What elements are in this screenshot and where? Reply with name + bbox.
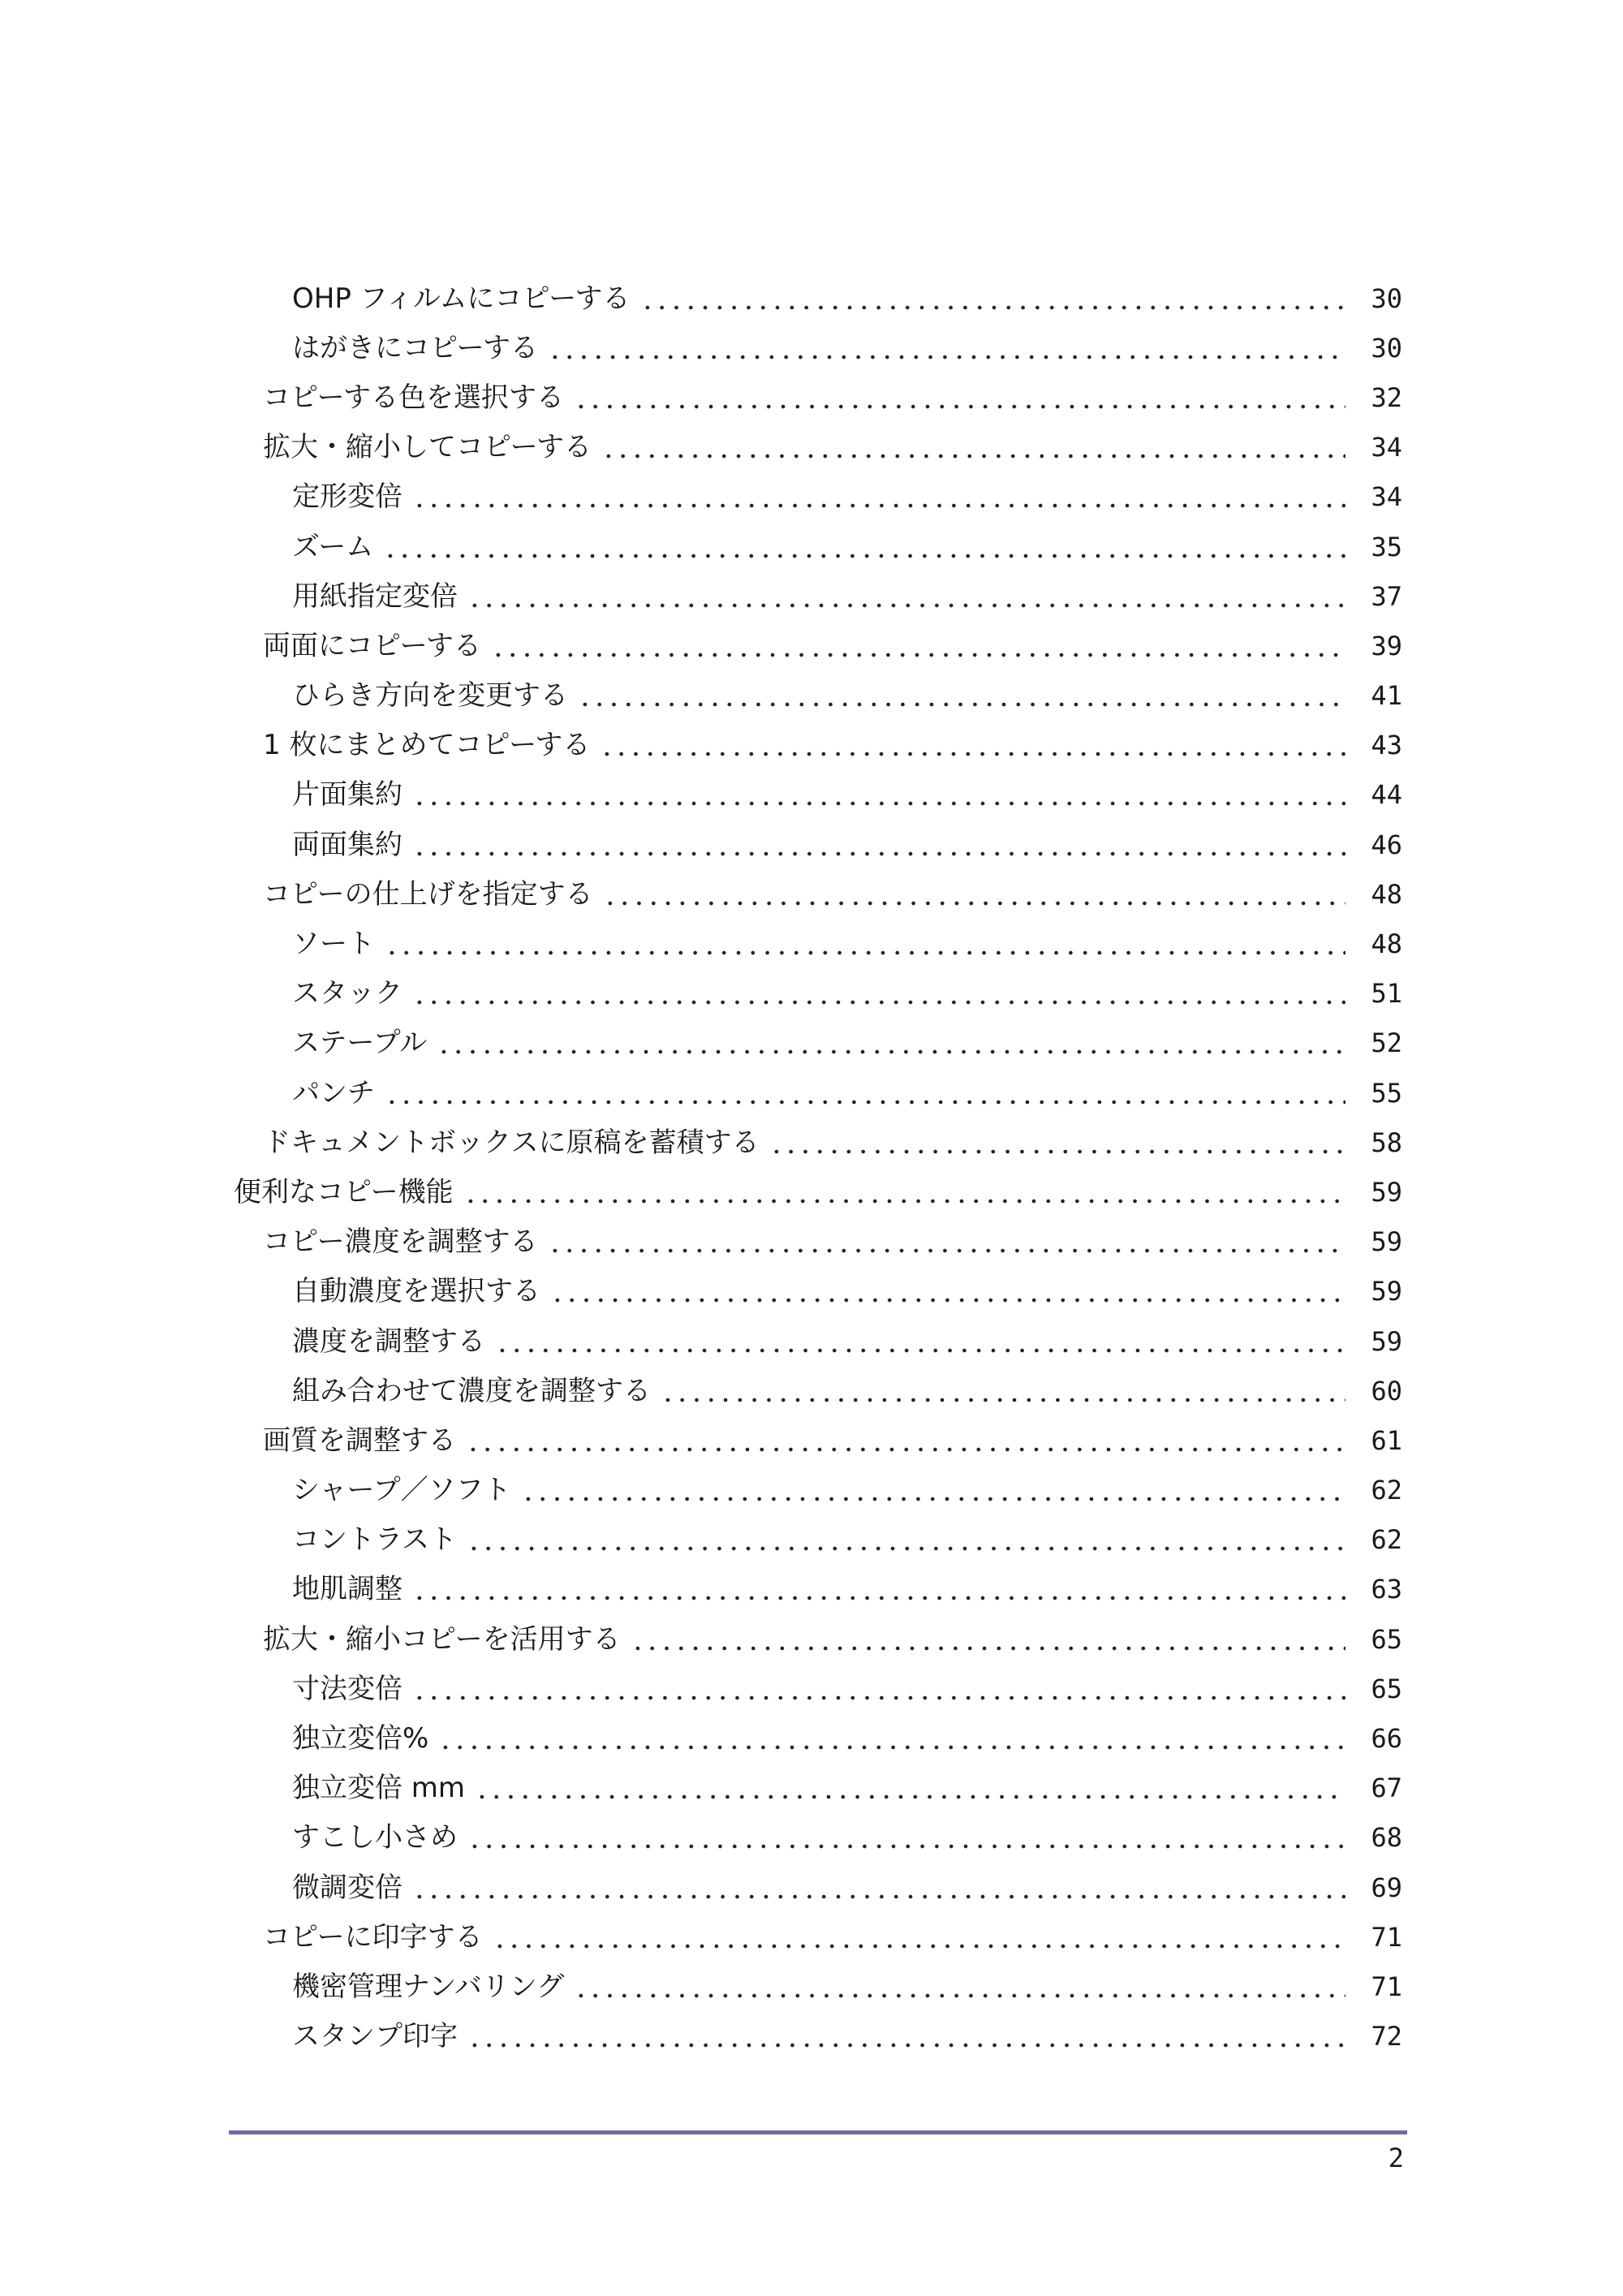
- toc-entry-page: 59: [1371, 1325, 1402, 1357]
- toc-entry-page: 51: [1371, 978, 1402, 1010]
- toc-entry-title: 拡大・縮小コピーを活用する: [263, 1626, 626, 1653]
- toc-dot-leader: [495, 1328, 1345, 1355]
- toc-dot-leader: [769, 1129, 1345, 1157]
- toc-entry-title: はがきにコピーする: [292, 334, 543, 362]
- toc-dot-leader: [521, 1476, 1345, 1504]
- toc-entry[interactable]: [0, 770, 1623, 820]
- toc-entry-title: 地肌調整: [292, 1575, 407, 1603]
- toc-entry-title: 片面集約: [292, 781, 407, 808]
- toc-entry[interactable]: [0, 1415, 1623, 1465]
- toc-entry-title: 1 枚にまとめてコピーする: [263, 731, 595, 759]
- toc-entry-page: 30: [1371, 332, 1402, 364]
- toc-dot-leader: [600, 731, 1345, 759]
- toc-entry[interactable]: [0, 1019, 1623, 1068]
- toc-entry-title: 便利なコピー機能: [234, 1178, 458, 1206]
- toc-dot-leader: [548, 1228, 1345, 1256]
- toc-dot-leader: [385, 1079, 1345, 1107]
- toc-dot-leader: [578, 682, 1345, 709]
- toc-entry-page: 65: [1371, 1623, 1402, 1655]
- toc-entry[interactable]: [0, 423, 1623, 472]
- toc-entry-title: 拡大・縮小してコピーする: [263, 433, 596, 461]
- toc-entry-title: 組み合わせて濃度を調整する: [292, 1377, 656, 1405]
- toc-entry-page: 65: [1371, 1673, 1402, 1704]
- toc-entry[interactable]: [0, 1962, 1623, 2011]
- toc-entry-title: 独立変倍%: [292, 1725, 433, 1752]
- toc-dot-leader: [412, 831, 1345, 859]
- toc-dot-leader: [383, 533, 1345, 561]
- toc-entry[interactable]: [0, 1316, 1623, 1366]
- toc-entry-page: 71: [1371, 1971, 1402, 2002]
- toc-dot-leader: [467, 1526, 1345, 1553]
- toc-dot-leader: [467, 583, 1345, 610]
- toc-entry[interactable]: [0, 1912, 1623, 1962]
- toc-entry[interactable]: [0, 1167, 1623, 1217]
- toc-dot-leader: [412, 1874, 1345, 1902]
- toc-entry-title: コピーする色を選択する: [263, 384, 569, 411]
- toc-entry-title: コントラスト: [292, 1526, 462, 1553]
- toc-entry[interactable]: [0, 1118, 1623, 1167]
- toc-entry-page: 48: [1371, 878, 1402, 910]
- toc-entry-page: 66: [1371, 1723, 1402, 1755]
- toc-entry-page: 69: [1371, 1872, 1402, 1903]
- toc-entry-page: 67: [1371, 1773, 1402, 1804]
- toc-entry[interactable]: [0, 869, 1623, 919]
- toc-entry-title: ドキュメントボックスに原稿を蓄積する: [263, 1129, 764, 1157]
- toc-entry[interactable]: [0, 522, 1623, 571]
- toc-dot-leader: [438, 1725, 1345, 1752]
- toc-entry-page: 30: [1371, 282, 1402, 314]
- toc-dot-leader: [467, 1824, 1345, 1851]
- toc-entry[interactable]: [0, 274, 1623, 323]
- toc-entry-page: 60: [1371, 1375, 1402, 1406]
- toc-entry-page: 41: [1371, 680, 1402, 712]
- toc-dot-leader: [412, 1675, 1345, 1703]
- toc-entry[interactable]: [0, 919, 1623, 968]
- toc-entry-title: パンチ: [292, 1079, 380, 1107]
- toc-entry[interactable]: [0, 820, 1623, 869]
- toc-entry[interactable]: [0, 2012, 1623, 2061]
- toc-entry[interactable]: [0, 1267, 1623, 1316]
- toc-entry[interactable]: [0, 1813, 1623, 1863]
- toc-entry[interactable]: [0, 1764, 1623, 1813]
- toc-entry-page: 71: [1371, 1921, 1402, 1953]
- toc-entry-title: 独立変倍 mm: [292, 1774, 470, 1802]
- toc-entry-page: 39: [1371, 630, 1402, 661]
- toc-dot-leader: [437, 1029, 1345, 1057]
- toc-entry-page: 62: [1371, 1475, 1402, 1506]
- toc-dot-leader: [574, 384, 1345, 411]
- toc-dot-leader: [463, 1178, 1345, 1206]
- toc-entry[interactable]: [0, 1614, 1623, 1664]
- toc-dot-leader: [574, 1973, 1345, 2001]
- toc-dot-leader: [640, 285, 1346, 312]
- toc-dot-leader: [475, 1774, 1345, 1802]
- toc-entry-page: 61: [1371, 1424, 1402, 1456]
- toc-entry[interactable]: [0, 1366, 1623, 1415]
- toc-entry-page: 72: [1371, 2021, 1402, 2053]
- toc-dot-leader: [603, 881, 1345, 908]
- toc-dot-leader: [550, 1277, 1345, 1305]
- toc-entry-title: スタンプ印字: [292, 2022, 463, 2050]
- toc-entry-title: コピーの仕上げを指定する: [263, 881, 598, 908]
- toc-dot-leader: [548, 334, 1345, 362]
- toc-entry[interactable]: [0, 1466, 1623, 1515]
- toc-entry-page: 59: [1371, 1226, 1402, 1258]
- toc-dot-leader: [661, 1377, 1345, 1405]
- toc-entry[interactable]: [0, 472, 1623, 522]
- toc-entry-title: シャープ／ソフト: [292, 1476, 516, 1504]
- toc-entry[interactable]: [0, 373, 1623, 422]
- toc-entry-page: 34: [1371, 481, 1402, 513]
- toc-entry[interactable]: [0, 621, 1623, 670]
- table-of-contents: [0, 274, 1623, 2061]
- toc-entry-title: OHP フィルムにコピーする: [292, 285, 635, 312]
- toc-dot-leader: [412, 483, 1345, 510]
- toc-entry-title: 微調変倍: [292, 1874, 407, 1902]
- toc-entry[interactable]: [0, 1217, 1623, 1267]
- toc-entry-page: 44: [1371, 779, 1402, 811]
- toc-entry-title: スタック: [292, 980, 407, 1007]
- toc-entry[interactable]: [0, 323, 1623, 373]
- toc-entry-title: すこし小さめ: [292, 1824, 463, 1851]
- toc-entry-title: ひらき方向を変更する: [292, 682, 573, 709]
- toc-entry-title: 用紙指定変倍: [292, 583, 463, 610]
- toc-entry-page: 59: [1371, 1176, 1402, 1208]
- toc-dot-leader: [631, 1626, 1345, 1653]
- toc-entry-page: 48: [1371, 928, 1402, 960]
- toc-entry-page: 58: [1371, 1126, 1402, 1158]
- toc-entry[interactable]: [0, 969, 1623, 1019]
- toc-entry-page: 43: [1371, 730, 1402, 761]
- toc-entry-page: 37: [1371, 580, 1402, 612]
- toc-entry-title: 両面にコピーする: [263, 632, 486, 660]
- toc-entry-page: 52: [1371, 1027, 1402, 1059]
- toc-entry-page: 46: [1371, 829, 1402, 860]
- toc-entry-title: コピー濃度を調整する: [263, 1228, 543, 1256]
- toc-entry-page: 62: [1371, 1524, 1402, 1556]
- toc-entry[interactable]: [0, 671, 1623, 721]
- toc-entry-title: コピーに印字する: [263, 1923, 488, 1951]
- toc-entry-page: 35: [1371, 531, 1402, 562]
- toc-entry-title: 寸法変倍: [292, 1675, 407, 1703]
- toc-entry-title: 濃度を調整する: [292, 1328, 490, 1355]
- toc-entry[interactable]: [0, 1713, 1623, 1763]
- toc-entry-title: 定形変倍: [292, 483, 407, 510]
- toc-dot-leader: [491, 632, 1345, 660]
- toc-entry[interactable]: [0, 1515, 1623, 1565]
- toc-dot-leader: [466, 1427, 1345, 1454]
- toc-entry[interactable]: [0, 1565, 1623, 1614]
- toc-entry[interactable]: [0, 1068, 1623, 1118]
- toc-dot-leader: [467, 2022, 1345, 2050]
- toc-entry-title: ズーム: [292, 533, 378, 561]
- page-number: 2: [1388, 2143, 1404, 2173]
- toc-dot-leader: [601, 433, 1345, 461]
- toc-entry-page: 32: [1371, 381, 1402, 413]
- toc-dot-leader: [412, 980, 1345, 1007]
- toc-entry-title: ソート: [292, 930, 380, 958]
- toc-dot-leader: [385, 930, 1345, 958]
- toc-entry[interactable]: [0, 1863, 1623, 1912]
- toc-dot-leader: [412, 781, 1345, 808]
- toc-entry-page: 63: [1371, 1574, 1402, 1605]
- toc-entry[interactable]: [0, 721, 1623, 770]
- toc-entry-title: 画質を調整する: [263, 1427, 461, 1454]
- toc-entry[interactable]: [0, 571, 1623, 621]
- toc-entry-title: 自動濃度を選択する: [292, 1277, 545, 1305]
- toc-entry-page: 55: [1371, 1077, 1402, 1109]
- toc-entry[interactable]: [0, 1664, 1623, 1713]
- toc-entry-page: 68: [1371, 1822, 1402, 1854]
- toc-entry-page: 34: [1371, 432, 1402, 463]
- toc-dot-leader: [493, 1923, 1345, 1951]
- toc-entry-title: ステープル: [292, 1029, 432, 1057]
- footer-rule: [229, 2130, 1407, 2134]
- toc-dot-leader: [412, 1575, 1345, 1603]
- toc-entry-title: 機密管理ナンバリング: [292, 1973, 569, 2001]
- toc-entry-title: 両面集約: [292, 831, 407, 859]
- toc-entry-page: 59: [1371, 1276, 1402, 1307]
